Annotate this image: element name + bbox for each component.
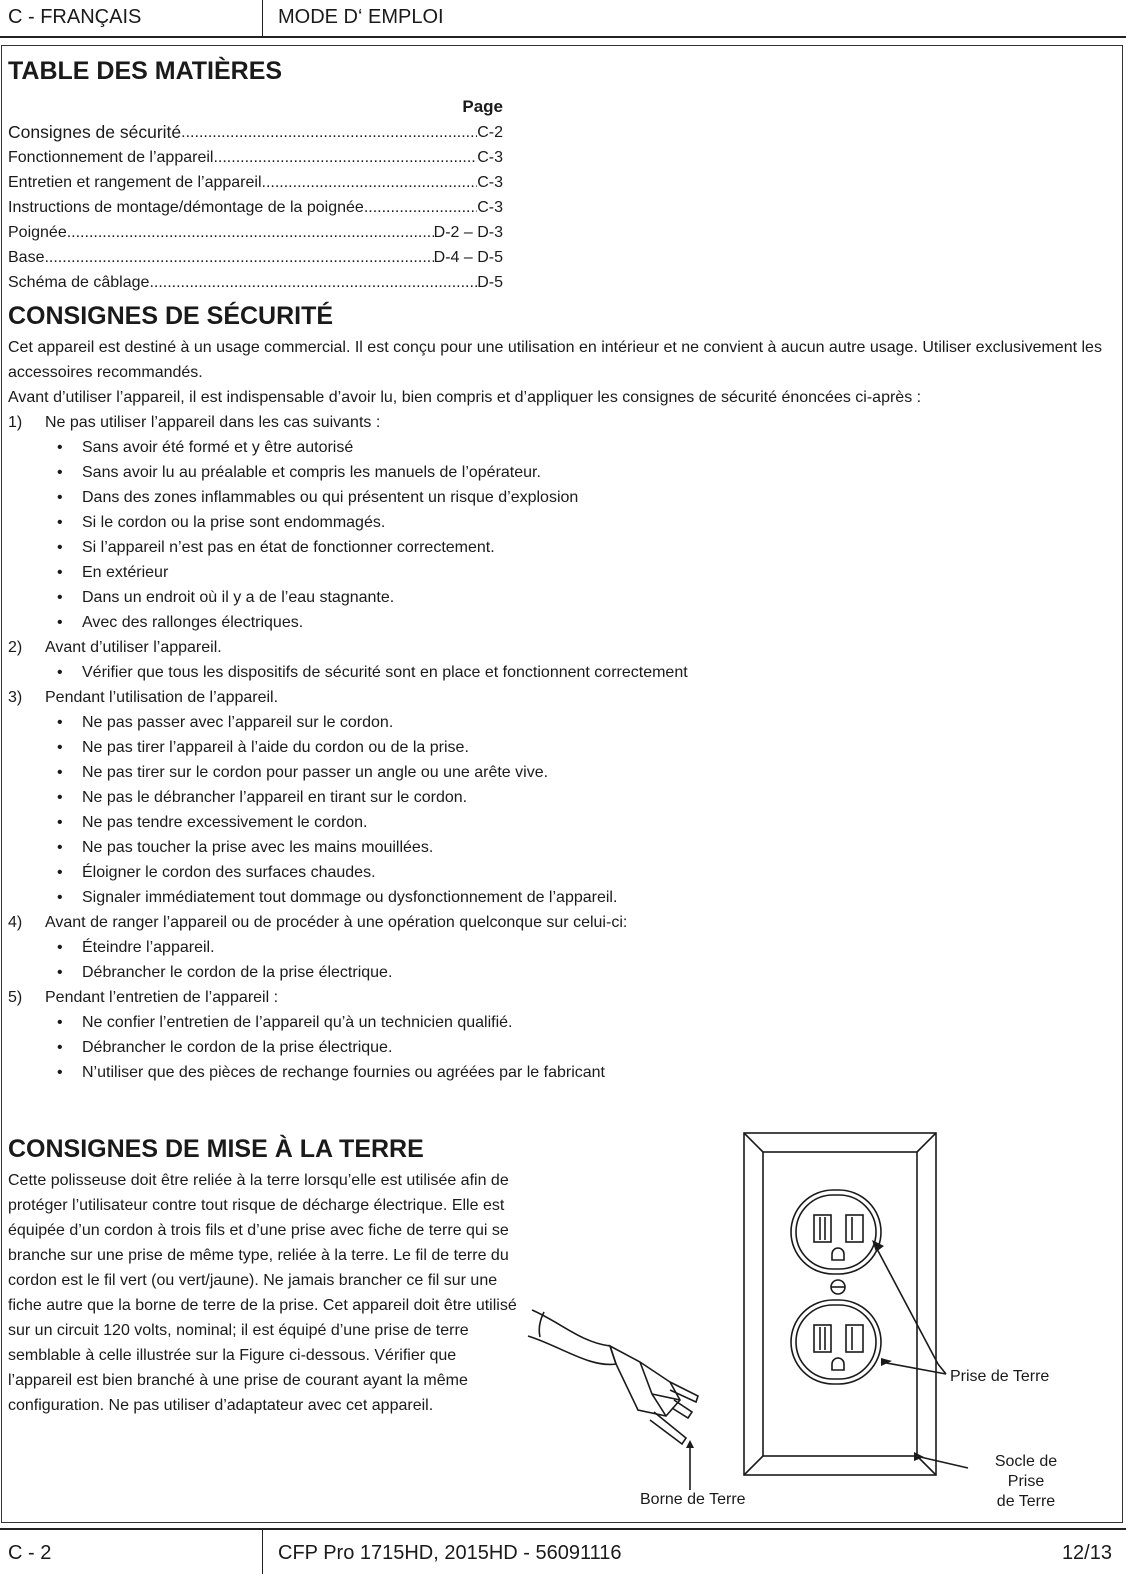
safety-bullet-text: Ne pas toucher la prise avec les mains mouillées. [82, 839, 434, 856]
header-divider [262, 0, 263, 36]
safety-bullet [8, 435, 1118, 460]
toc-entry-page: C-2 [477, 124, 503, 141]
toc-entry [8, 195, 503, 220]
plug-ground-pin [650, 1412, 686, 1444]
bullet-marker: • [57, 839, 63, 856]
bullet-marker: • [57, 739, 63, 756]
bullet-marker: • [57, 1064, 63, 1081]
safety-item [8, 910, 1118, 935]
toc-entry-label: Fonctionnement de l’appareil [8, 149, 214, 166]
toc-entry-label: Base [8, 249, 45, 266]
safety-bullet [8, 535, 1118, 560]
safety-item-number: 3) [8, 689, 23, 706]
safety-bullet-text: Ne pas le débrancher l’appareil en tirant sur le cordon. [82, 789, 468, 806]
toc-leader-dots [67, 220, 434, 245]
table-of-contents [8, 94, 503, 295]
bullet-marker: • [57, 964, 63, 981]
bullet-marker: • [57, 864, 63, 881]
safety-bullet-text: Avec des rallonges électriques. [82, 614, 304, 631]
safety-bullet [8, 1010, 1118, 1035]
toc-entry [8, 245, 503, 270]
toc-leader-dots [149, 270, 477, 295]
safety-item-number: 2) [8, 639, 23, 656]
safety-bullet [8, 785, 1118, 810]
safety-item-text: Avant de ranger l’appareil ou de procéder à une opération quelconque sur celui-ci: [45, 914, 628, 931]
safety-item [8, 410, 1118, 435]
toc-entry-label: Consignes de sécurité [8, 122, 182, 142]
toc-leader-dots [44, 245, 433, 270]
safety-intro-2: Avant d’utiliser l’appareil, il est indispensable d’avoir lu, bien compris et d’appliquer les consignes de sécurité énoncées ci-après : [8, 389, 922, 406]
safety-bullet-text: Ne confier l’entretien de l’appareil qu’à un technicien qualifié. [82, 1014, 513, 1031]
safety-bullet-text: Éloigner le cordon des surfaces chaudes. [82, 864, 376, 881]
bullet-marker: • [57, 814, 63, 831]
toc-entry [8, 220, 503, 245]
safety-bullet-text: N’utiliser que des pièces de rechange fournies ou agréées par le fabricant [82, 1064, 605, 1081]
bullet-marker: • [57, 614, 63, 631]
safety-bullet [8, 935, 1118, 960]
safety-item-text: Pendant l’entretien de l’appareil : [45, 989, 279, 1006]
safety-item-text: Ne pas utiliser l’appareil dans les cas suivants : [45, 414, 381, 431]
plug-body [610, 1346, 680, 1416]
safety-bullet-text: Dans un endroit où il y a de l’eau stagnante. [82, 589, 395, 606]
safety-bullet [8, 810, 1118, 835]
bullet-marker: • [57, 539, 63, 556]
page-footer [0, 1528, 1126, 1574]
safety-list [8, 410, 1118, 1085]
grounding-title: CONSIGNES DE MISE À LA TERRE [8, 1135, 424, 1163]
safety-item-number: 5) [8, 989, 23, 1006]
safety-bullet [8, 735, 1118, 760]
safety-bullet-text: Ne pas tirer l’appareil à l’aide du cordon ou de la prise. [82, 739, 469, 756]
toc-entry [8, 270, 503, 295]
safety-bullet-text: Si l’appareil n’est pas en état de fonctionner correctement. [82, 539, 495, 556]
grounding-text: Cette polisseuse doit être reliée à la terre lorsqu’elle est utilisée afin de protéger l’utilisateur contre tout risque de décharge électrique. Elle est équipée d’un cordon à trois fils et d’une prise avec fiche de terre qui se branche sur une prise de même type, reliée à la terre. Le fil de terre du cordon est le fil vert (ou vert/jaune). Ne jamais brancher ce fil sur une fiche autre que la borne de terre de la prise. Cet appareil doit être utilisé sur un circuit 120 volts, nominal; il est équipé d’une prise de terre semblable à celle illustrée sur la Figure ci-dessous. Vérifier que l’appareil est bien branché à une prise de courant ayant la même configuration. Ne pas utiliser d’adaptateur avec cet appareil. [8, 1172, 517, 1414]
bullet-marker: • [57, 514, 63, 531]
safety-bullet [8, 660, 1118, 685]
safety-item [8, 635, 1118, 660]
footer-divider [262, 1530, 263, 1574]
safety-item-number: 1) [8, 414, 23, 431]
safety-bullet-text: Ne pas passer avec l’appareil sur le cordon. [82, 714, 394, 731]
label-socle-line1: Socle de Prise [994, 1453, 1058, 1490]
toc-entry-page: C-3 [477, 174, 503, 191]
outlet-receptacle-upper [791, 1190, 881, 1274]
bullet-marker: • [57, 564, 63, 581]
toc-title: TABLE DES MATIÈRES [8, 57, 283, 85]
bullet-marker: • [57, 939, 63, 956]
safety-bullet [8, 710, 1118, 735]
bullet-marker: • [57, 764, 63, 781]
toc-entry-page: D-4 – D-5 [433, 249, 503, 266]
bullet-marker: • [57, 889, 63, 906]
safety-item [8, 685, 1118, 710]
safety-bullet [8, 460, 1118, 485]
safety-item-text: Avant d’utiliser l’appareil. [45, 639, 222, 656]
safety-item-text: Pendant l’utilisation de l’appareil. [45, 689, 279, 706]
safety-bullet-text: Sans avoir lu au préalable et compris les manuels de l’opérateur. [82, 464, 541, 481]
bullet-marker: • [57, 789, 63, 806]
toc-entry-label: Instructions de montage/démontage de la poignée [8, 199, 364, 216]
toc-leader-dots [364, 195, 477, 220]
safety-bullet [8, 485, 1118, 510]
safety-intro-1: Cet appareil est destiné à un usage commercial. Il est conçu pour une utilisation en intérieur et ne convient à aucun autre usage. Utiliser exclusivement les accessoires recommandés. [8, 339, 1102, 381]
safety-bullet [8, 885, 1118, 910]
safety-bullet-text: Débrancher le cordon de la prise électrique. [82, 1039, 393, 1056]
bullet-marker: • [57, 714, 63, 731]
footer-date: 12/13 [1061, 1542, 1112, 1564]
bullet-marker: • [57, 489, 63, 506]
toc-leader-dots [262, 170, 478, 195]
page-header [0, 0, 1126, 38]
toc-leader-dots [181, 120, 477, 145]
toc-entry [8, 145, 503, 170]
safety-bullet [8, 560, 1118, 585]
safety-bullet-text: Débrancher le cordon de la prise électrique. [82, 964, 393, 981]
toc-entry [8, 120, 503, 145]
grounding-figure [520, 1132, 1100, 1512]
safety-bullet [8, 1060, 1118, 1085]
bullet-marker: • [57, 464, 63, 481]
plug-prong-2 [672, 1400, 692, 1418]
toc-entry-page: D-5 [477, 274, 503, 291]
safety-bullet [8, 610, 1118, 635]
label-socle-line2: de Terre [996, 1493, 1056, 1510]
page-content [8, 52, 1118, 1414]
toc-page-label: Page [462, 97, 503, 116]
safety-item [8, 985, 1118, 1010]
toc-leader-dots [213, 145, 477, 170]
header-language: C - FRANÇAIS [8, 6, 142, 28]
safety-title: CONSIGNES DE SÉCURITÉ [8, 302, 334, 330]
safety-bullet-text: En extérieur [82, 564, 169, 581]
outlet-receptacle-lower [791, 1300, 881, 1384]
safety-bullet [8, 510, 1118, 535]
safety-bullet [8, 1035, 1118, 1060]
label-socle-de-prise [976, 1452, 1076, 1512]
safety-bullet-text: Si le cordon ou la prise sont endommagés. [82, 514, 386, 531]
toc-entry-label: Entretien et rangement de l’appareil [8, 174, 262, 191]
footer-page: C - 2 [8, 1542, 52, 1564]
bullet-marker: • [57, 1014, 63, 1031]
safety-bullet [8, 760, 1118, 785]
safety-bullet-text: Ne pas tirer sur le cordon pour passer un angle ou une arête vive. [82, 764, 549, 781]
bullet-marker: • [57, 1039, 63, 1056]
toc-entry-page: C-3 [477, 199, 503, 216]
safety-bullet [8, 860, 1118, 885]
safety-bullet-text: Dans des zones inflammables ou qui présentent un risque d’explosion [82, 489, 579, 506]
label-borne-de-terre: Borne de Terre [640, 1491, 746, 1508]
safety-bullet-text: Sans avoir été formé et y être autorisé [82, 439, 354, 456]
safety-bullet [8, 585, 1118, 610]
safety-bullet [8, 835, 1118, 860]
outlet-box-outer [744, 1133, 936, 1475]
safety-bullet-text: Vérifier que tous les dispositifs de sécurité sont en place et fonctionnent correctement [82, 664, 688, 681]
header-title: MODE D‘ EMPLOI [278, 6, 444, 28]
safety-item-number: 4) [8, 914, 23, 931]
toc-entry-page: D-2 – D-3 [433, 224, 503, 241]
bullet-marker: • [57, 664, 63, 681]
toc-entry-label: Poignée [8, 224, 67, 241]
safety-bullet-text: Éteindre l’appareil. [82, 939, 215, 956]
toc-entry-label: Schéma de câblage [8, 274, 150, 291]
bullet-marker: • [57, 439, 63, 456]
footer-model: CFP Pro 1715HD, 2015HD - 56091116 [278, 1542, 622, 1564]
toc-entry-page: C-3 [477, 149, 503, 166]
safety-bullet-text: Signaler immédiatement tout dommage ou dysfonctionnement de l’appareil. [82, 889, 618, 906]
safety-bullet [8, 960, 1118, 985]
bullet-marker: • [57, 589, 63, 606]
label-prise-de-terre: Prise de Terre [950, 1368, 1050, 1385]
safety-bullet-text: Ne pas tendre excessivement le cordon. [82, 814, 368, 831]
toc-entry [8, 170, 503, 195]
